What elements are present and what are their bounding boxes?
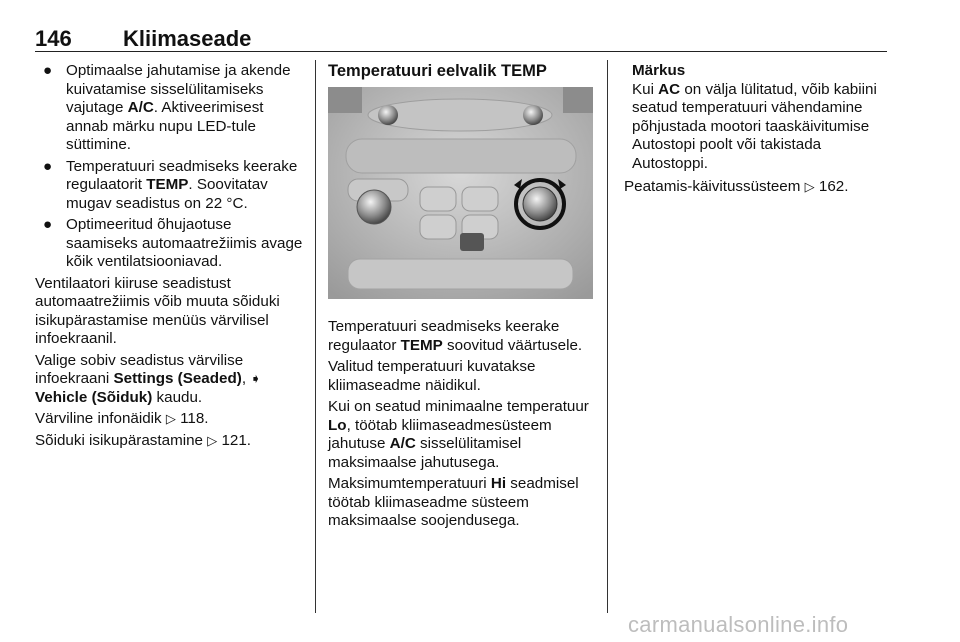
watermark: carmanualsonline.info <box>628 612 849 637</box>
bullet-item: ● Optimaalse jahutamise ja akende kuivatamise sisselülitamiseks vajutage A/C. Aktiveerimisest annab märku nupu LED-tule süttimine. <box>43 62 291 153</box>
column-right <box>624 62 888 200</box>
column-divider-right <box>607 60 608 613</box>
paragraph: Ventilaatori kiiruse seadistust automaatrežiimis võib muuta sõiduki isikupärastamise menüüs värvilisel infoekraanil. <box>35 274 280 347</box>
cross-reference[interactable]: Sõiduki isikupärastamine ▷ 121. <box>35 431 252 449</box>
page-ref-icon: ▷ <box>804 179 815 194</box>
menu-arrow-icon: ➧ <box>250 371 262 386</box>
column-left <box>35 62 303 453</box>
note-box <box>624 62 888 173</box>
cross-reference[interactable]: Värviline infonäidik ▷ 118. <box>35 410 209 427</box>
column-middle <box>328 62 593 534</box>
header-rule <box>35 51 887 52</box>
page-number: 146 <box>35 26 72 51</box>
bullet-item: ● Optimeeritud õhujaotuse saamiseks automaatrežiimis avage kõik ventilatsiooniavad. <box>43 216 303 270</box>
paragraph: Valitud temperatuuri kuvatakse kliimaseadme näidikul. <box>328 358 536 394</box>
figure-caption: Temperatuuri seadmiseks keerake regulaator TEMP soovitud väärtusele. <box>328 318 583 354</box>
note-text: Kui AC on välja lülitatud, võib kabiini seatud temperatuuri vähendamine põhjustada mootori taaskäivitumise Autostopi poolt või takistada Autostoppi. <box>632 80 877 172</box>
climate-control-panel-photo <box>328 87 593 299</box>
paragraph: Valige sobiv seadistus värvilise infoekraani Settings (Seaded), ➧ Vehicle (Sõiduk) kaudu. <box>35 351 262 406</box>
page-ref-icon: ▷ <box>207 432 218 448</box>
paragraph: Maksimumtemperatuuri Hi seadmisel töötab kliimaseadme süsteem maksimaalse soojendusega. <box>328 475 579 529</box>
page-ref-icon: ▷ <box>165 411 176 426</box>
note-title: Märkus <box>632 62 686 79</box>
cross-reference[interactable]: Peatamis-käivitussüsteem ▷ 162. <box>624 178 849 195</box>
column-divider-left <box>315 60 316 613</box>
bullet-item: ● Temperatuuri seadmiseks keerake regulaatorit TEMP. Soovitatav mugav seadistus on 22 °C. <box>43 157 298 212</box>
chapter-title: Kliimaseade <box>123 26 252 51</box>
page-header <box>35 26 887 50</box>
bullet-list <box>35 62 303 272</box>
paragraph: Kui on seatud minimaalne temperatuur Lo, töötab kliimaseadmesüsteem jahutuse A/C sisselülitamisel maksimaalse jahutusega. <box>328 398 589 471</box>
section-title: Temperatuuri eelvalik TEMP <box>328 62 547 80</box>
